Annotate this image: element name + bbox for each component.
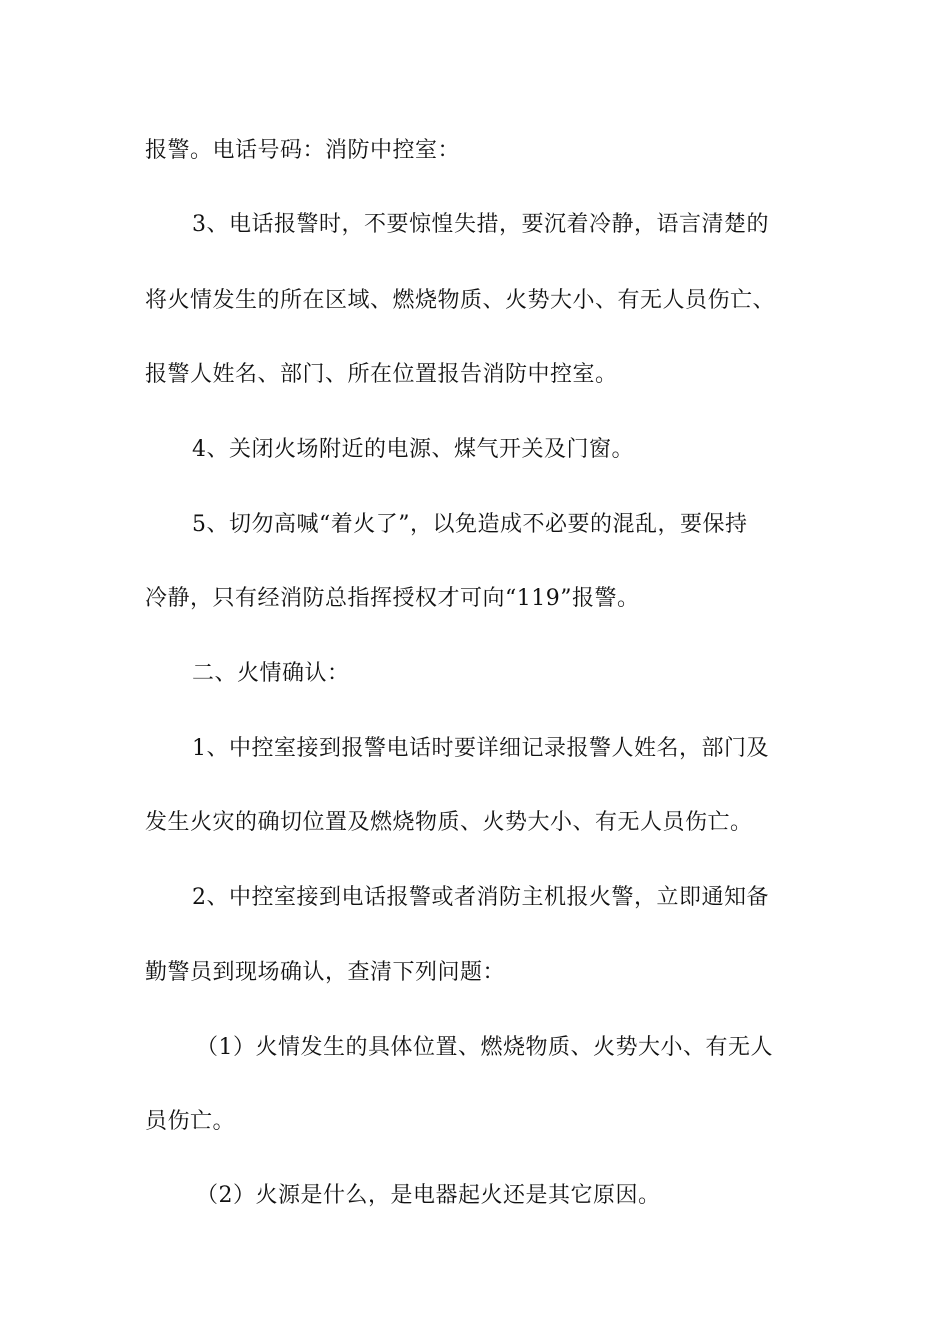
paragraph-line: 勤警员到现场确认，查清下列问题：	[145, 960, 506, 985]
paragraph-line: 2、中控室接到电话报警或者消防主机报火警，立即通知备	[192, 885, 769, 910]
paragraph-line: 员伤亡。	[145, 1109, 236, 1134]
paragraph-line: 将火情发生的所在区域、燃烧物质、火势大小、有无人员伤亡、	[145, 288, 776, 313]
paragraph-line: （1）火情发生的具体位置、燃烧物质、火势大小、有无人	[196, 1035, 773, 1060]
paragraph-line: 1、中控室接到报警电话时要详细记录报警人姓名，部门及	[192, 736, 769, 761]
paragraph-line: 发生火灾的确切位置及燃烧物质、火势大小、有无人员伤亡。	[145, 810, 753, 835]
paragraph-line: 5、切勿高喊“着火了”，以免造成不必要的混乱，要保持	[192, 512, 748, 537]
paragraph-line: （2）火源是什么，是电器起火还是其它原因。	[196, 1183, 661, 1208]
section-heading: 二、火情确认：	[192, 661, 350, 686]
paragraph-line: 报警。电话号码：消防中控室：	[145, 138, 461, 163]
paragraph-line: 4、关闭火场附近的电源、煤气开关及门窗。	[192, 437, 634, 462]
paragraph-line: 冷静，只有经消防总指挥授权才可向“119”报警。	[145, 586, 640, 611]
paragraph-line: 报警人姓名、部门、所在位置报告消防中控室。	[145, 362, 618, 387]
paragraph-line: 3、电话报警时，不要惊惶失措，要沉着冷静，语言清楚的	[192, 212, 769, 237]
